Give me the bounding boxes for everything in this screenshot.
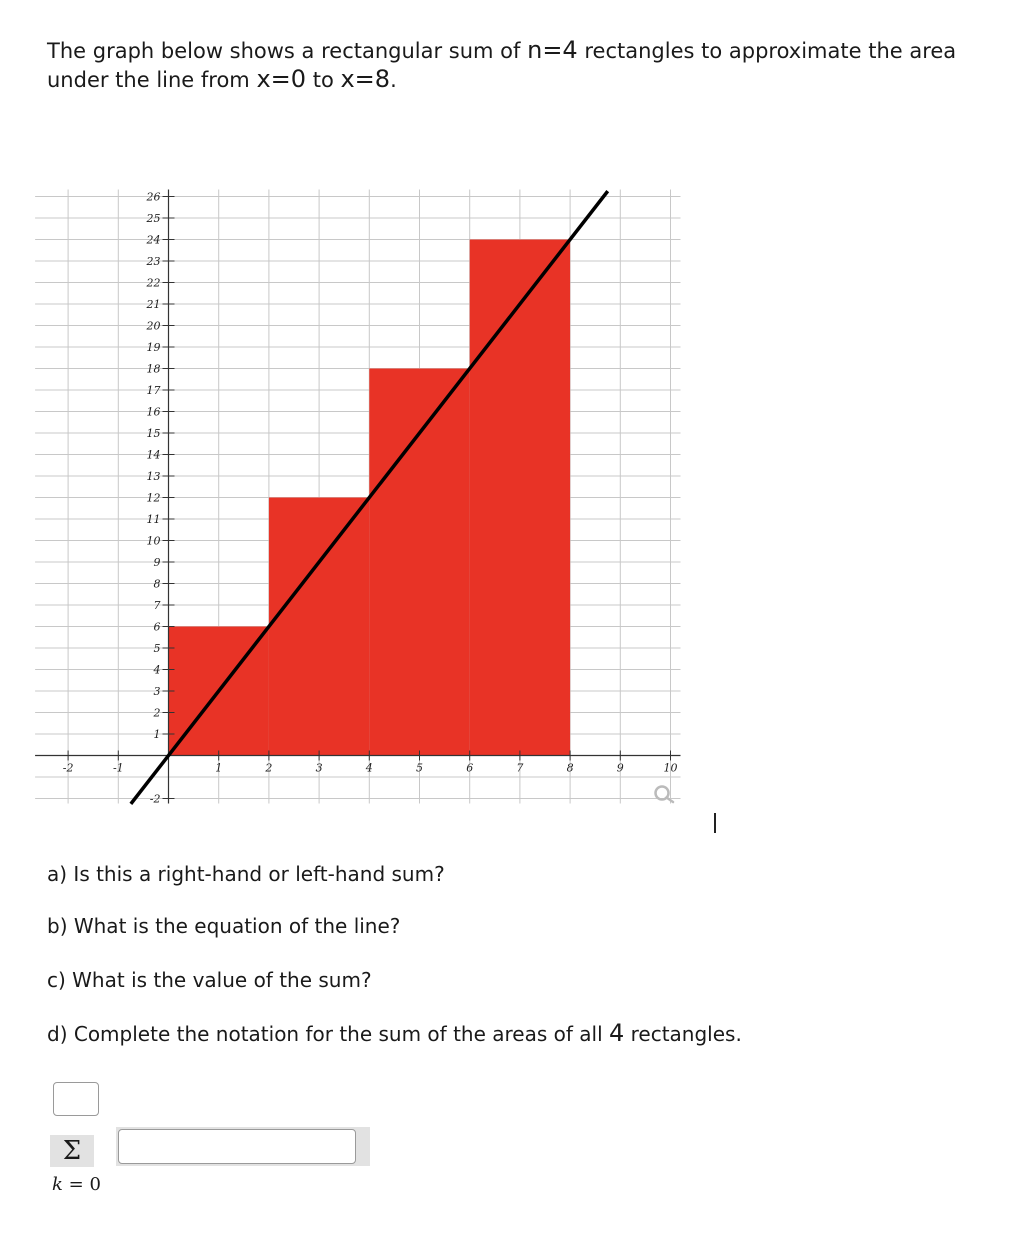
upper-limit-input[interactable] bbox=[53, 1082, 99, 1116]
y-tick-label: 25 bbox=[146, 212, 161, 225]
y-tick-label: 12 bbox=[146, 491, 161, 505]
x-tick-label: 1 bbox=[215, 761, 223, 775]
intro-text-3: to bbox=[306, 68, 341, 92]
y-tick-label: 1 bbox=[153, 728, 161, 741]
y-tick-label: 2 bbox=[153, 706, 161, 720]
sigma-symbol: Σ bbox=[50, 1135, 94, 1167]
y-tick-label: 21 bbox=[146, 298, 161, 311]
x-tick-label: 8 bbox=[566, 761, 574, 775]
summand-input[interactable] bbox=[118, 1129, 356, 1164]
x-tick-label: 7 bbox=[516, 761, 524, 775]
text-cursor bbox=[714, 813, 716, 833]
y-tick-label: 11 bbox=[146, 513, 161, 526]
x-tick-label: -2 bbox=[62, 761, 74, 775]
x-tick-label: 3 bbox=[315, 761, 323, 775]
y-tick-label: 9 bbox=[153, 556, 161, 569]
question-a: a) Is this a right-hand or left-hand sum? bbox=[47, 862, 445, 886]
y-tick-label: 26 bbox=[146, 190, 161, 204]
y-tick-label: 17 bbox=[146, 384, 161, 397]
x-end-expression: x=8 bbox=[340, 65, 391, 93]
question-d-text: d) Complete the notation for the sum of the areas of all bbox=[47, 1022, 609, 1046]
y-tick-label: 14 bbox=[146, 448, 161, 462]
x-tick-label: 2 bbox=[265, 761, 273, 775]
x-tick-label: 5 bbox=[416, 761, 423, 775]
y-tick-label: 5 bbox=[153, 642, 161, 655]
lower-limit-label bbox=[52, 1174, 101, 1195]
y-tick-label: 8 bbox=[153, 577, 161, 591]
y-tick-label: 3 bbox=[153, 685, 161, 698]
y-tick-label: 15 bbox=[146, 427, 161, 440]
question-d bbox=[47, 1020, 742, 1047]
y-tick-label: 24 bbox=[146, 233, 161, 247]
y-tick-label: 7 bbox=[153, 599, 161, 612]
intro-text-2: rectangles to approximate the area under the line from bbox=[47, 39, 957, 92]
y-tick-label: 13 bbox=[146, 470, 161, 483]
rectangle-4 bbox=[470, 240, 570, 756]
intro-text-1: The graph below shows a rectangular sum of bbox=[47, 39, 528, 63]
rectangle-2 bbox=[269, 498, 369, 756]
n-expression: n=4 bbox=[527, 36, 578, 64]
summand-wrapper bbox=[116, 1127, 370, 1166]
y-tick-label: 16 bbox=[146, 405, 161, 419]
x-tick-label: 10 bbox=[663, 761, 678, 775]
lower-limit-variable: k bbox=[52, 1174, 63, 1195]
y-tick-label: 10 bbox=[146, 534, 161, 548]
question-c: c) What is the value of the sum? bbox=[47, 968, 372, 992]
x-tick-label: -1 bbox=[112, 761, 124, 775]
x-tick-label: 4 bbox=[365, 761, 373, 775]
question-d-number: 4 bbox=[608, 1019, 625, 1047]
y-tick-label: 4 bbox=[153, 663, 161, 677]
lower-limit-equals: = 0 bbox=[62, 1174, 101, 1195]
intro-text-4: . bbox=[390, 68, 397, 92]
x-start-expression: x=0 bbox=[256, 65, 307, 93]
x-tick-label: 6 bbox=[466, 761, 474, 775]
question-d-end: rectangles. bbox=[624, 1022, 742, 1046]
y-tick-label: 20 bbox=[146, 319, 161, 333]
x-tick-label: 9 bbox=[616, 761, 624, 775]
question-b: b) What is the equation of the line? bbox=[47, 914, 401, 938]
y-tick-label: 18 bbox=[146, 362, 161, 376]
rectangle-3 bbox=[369, 369, 469, 756]
y-tick-label: 6 bbox=[153, 620, 161, 634]
y-tick-label: 19 bbox=[146, 341, 161, 354]
y-tick-label: 23 bbox=[146, 255, 161, 268]
y-tick-label: 22 bbox=[146, 276, 161, 290]
y-tick-label: -2 bbox=[149, 792, 161, 806]
